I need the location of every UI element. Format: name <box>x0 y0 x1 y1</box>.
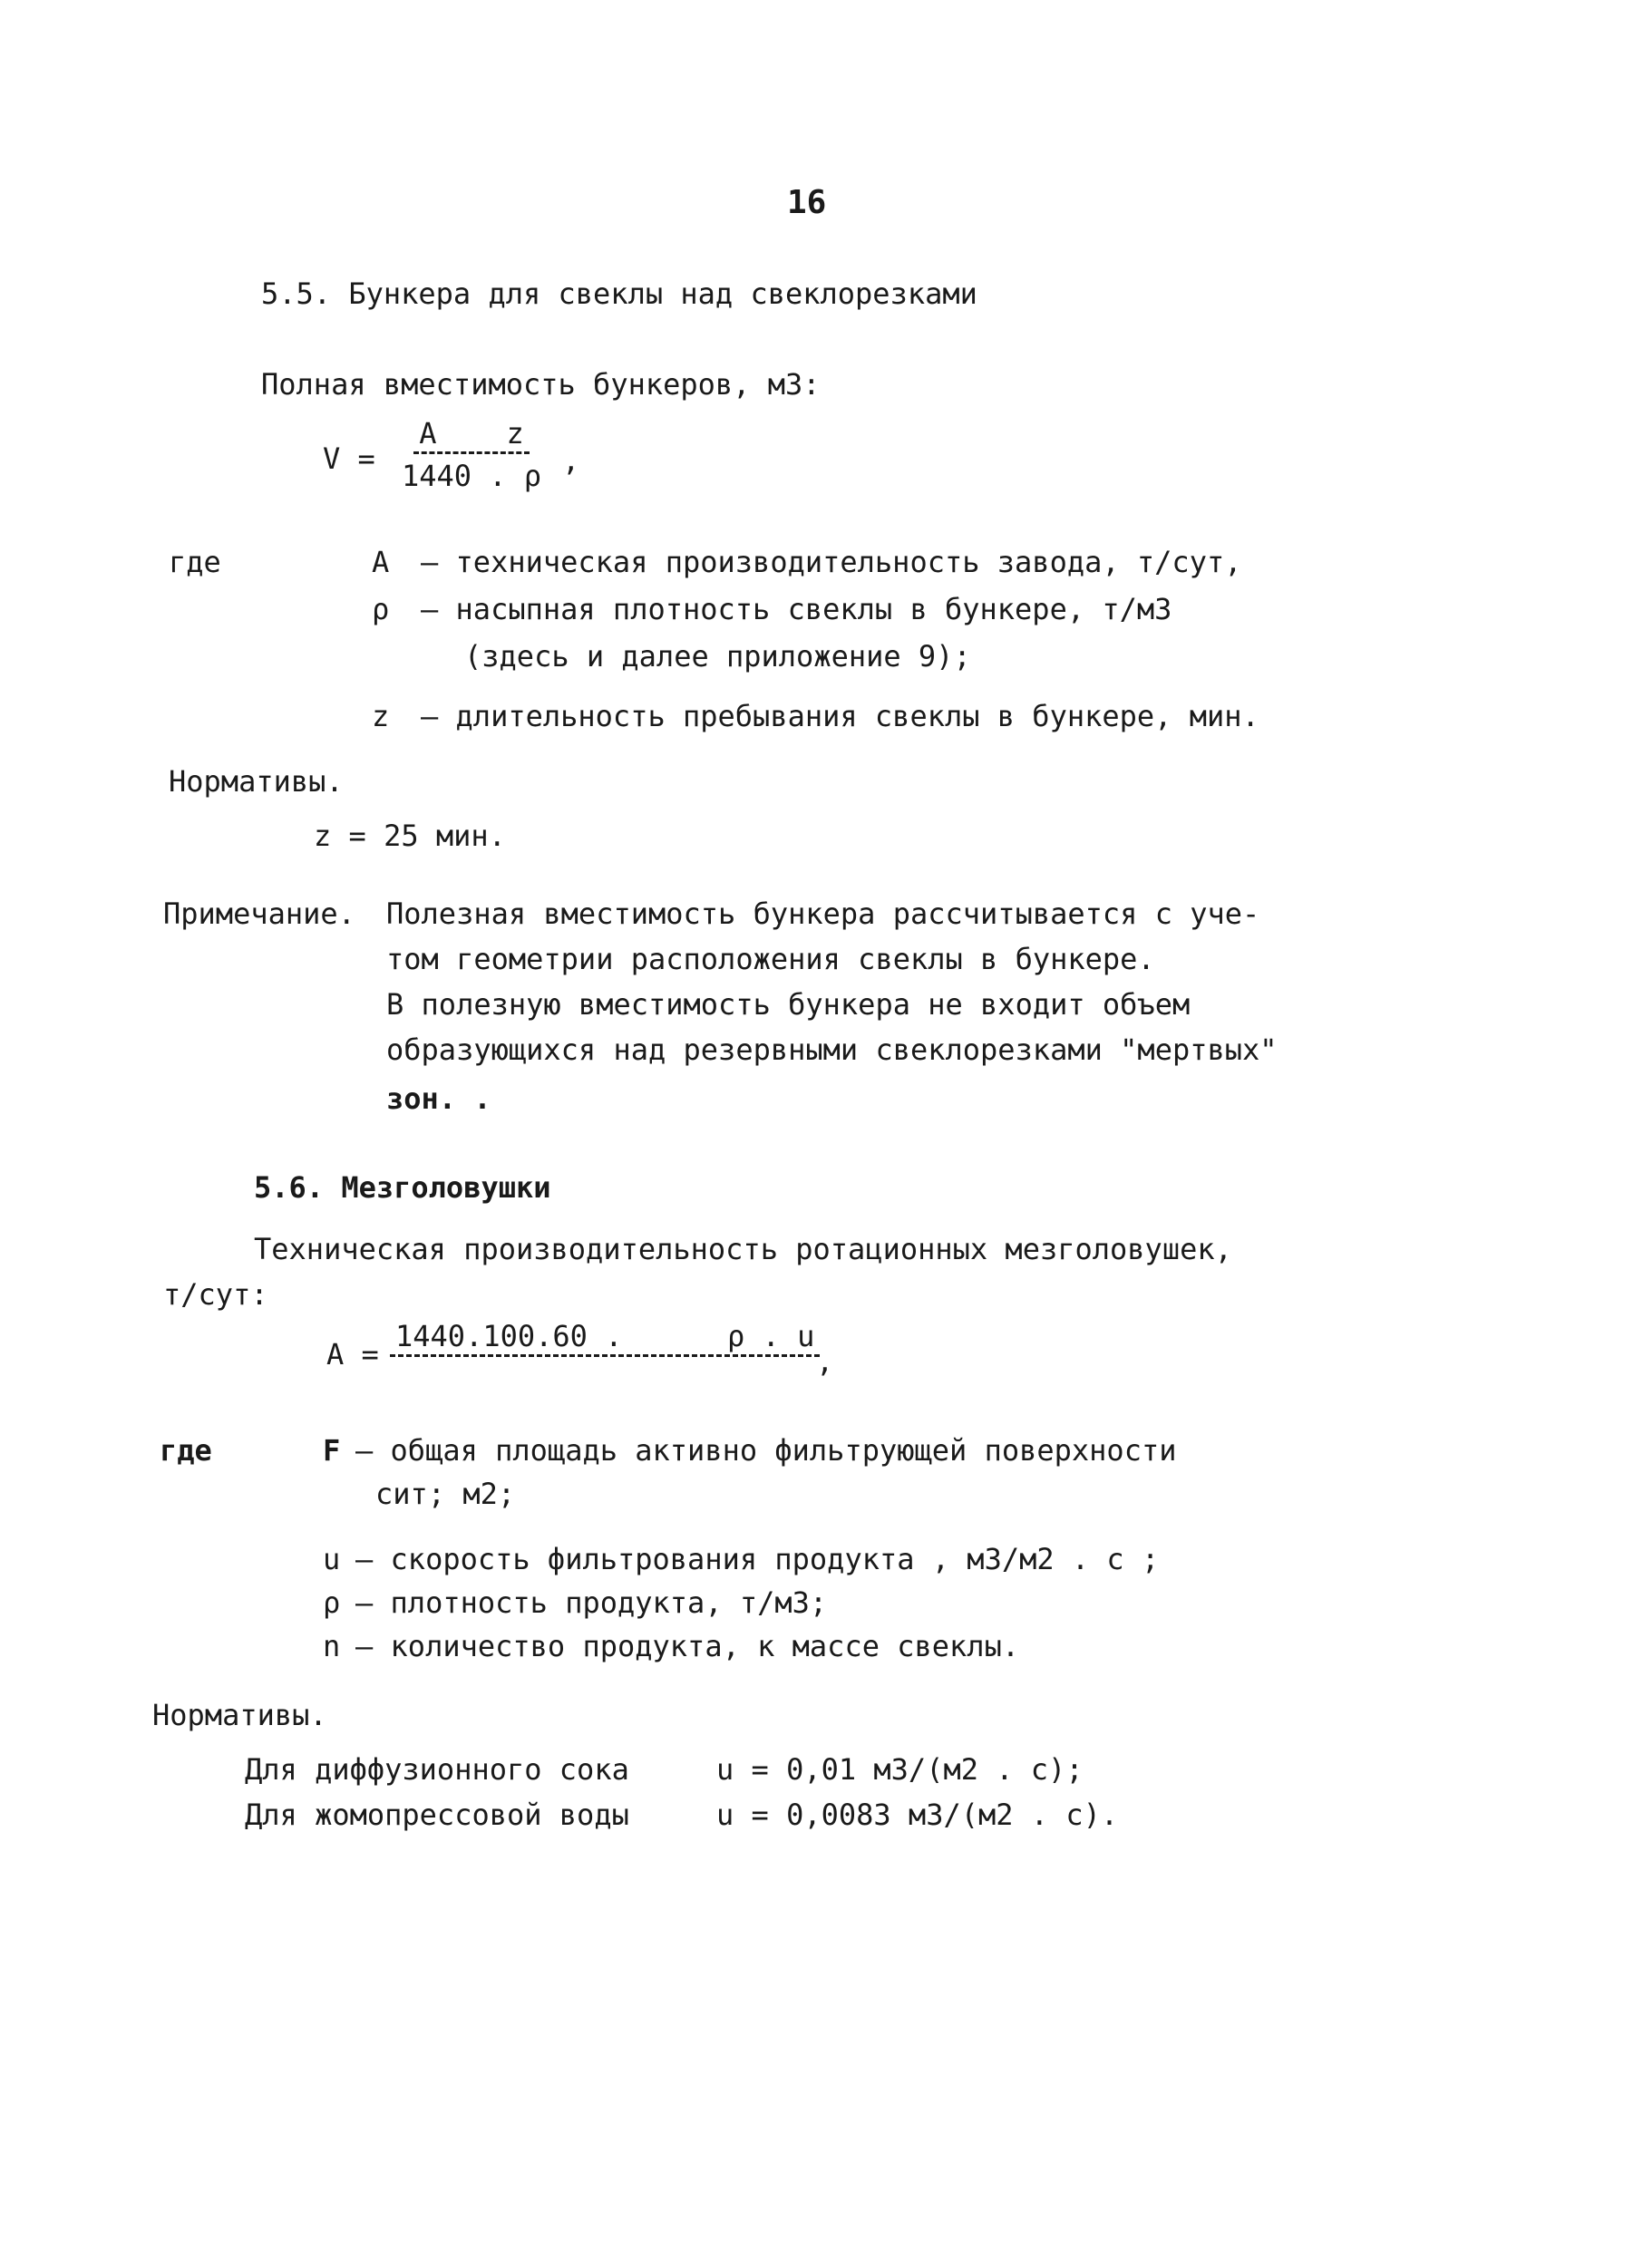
def-text: – количество продукта, к массе свеклы. <box>355 1629 1020 1663</box>
norm-value: u = 0,01 м3/(м2 . с); <box>716 1752 1084 1787</box>
def-symbol: u <box>323 1542 341 1576</box>
formula-numerator: 1440.100.60 . ρ . u <box>390 1322 820 1357</box>
formula-lhs: V = <box>323 441 375 476</box>
def-text: – техническая производительность завода, т/сут, <box>421 545 1242 579</box>
def-text: – общая площадь активно фильтрующей поверхности <box>355 1433 1177 1468</box>
where-label: где <box>160 1433 212 1468</box>
section-heading-5-5: 5.5. Бункера для свеклы над свеклорезками <box>261 276 977 311</box>
norm-value: z = 25 мин. <box>314 819 506 853</box>
norms-label: Нормативы. <box>169 764 344 799</box>
formula-tail: , <box>562 443 580 478</box>
def-text: – скорость фильтрования продукта , м3/м2 . с ; <box>355 1542 1160 1576</box>
def-symbol: A <box>372 545 390 579</box>
norm-label: Для жомопрессовой воды <box>245 1798 629 1832</box>
section-heading-5-6: 5.6. Мезголовушки <box>254 1170 551 1205</box>
def-text: – насыпная плотность свеклы в бункере, т/м3 <box>421 592 1172 626</box>
norms-label: Нормативы. <box>152 1698 327 1732</box>
def-symbol: F <box>323 1433 341 1468</box>
where-label: где <box>169 545 221 579</box>
formula-tail: , <box>816 1344 834 1379</box>
def-text: – плотность продукта, т/м3; <box>355 1585 828 1620</box>
def-symbol: z <box>372 699 390 733</box>
formula-denominator: 1440 . ρ <box>401 459 542 493</box>
page-number: 16 <box>787 184 827 221</box>
norm-value: u = 0,0083 м3/(м2 . с). <box>716 1798 1119 1832</box>
def-text: сит; м2; <box>375 1477 516 1511</box>
note-line: В полезную вместимость бункера не входит объем <box>386 987 1191 1022</box>
def-symbol: n <box>323 1629 341 1663</box>
def-text: – длительность пребывания свеклы в бункере, мин. <box>421 699 1259 733</box>
norm-label: Для диффузионного сока <box>245 1752 629 1787</box>
def-symbol: ρ <box>372 592 390 626</box>
formula-numerator: A z <box>413 419 530 454</box>
section-5-6-intro-cont: т/сут: <box>163 1277 268 1312</box>
def-text: (здесь и далее приложение 9); <box>464 639 971 674</box>
def-symbol: ρ <box>323 1585 341 1620</box>
note-line: образующихся над резервными свеклорезками "мертвых" <box>386 1032 1278 1067</box>
note-line: зон. . <box>386 1081 491 1116</box>
note-label: Примечание. <box>163 897 355 931</box>
formula-lhs: A = <box>326 1337 379 1371</box>
section-5-5-intro: Полная вместимость бункеров, м3: <box>261 367 821 402</box>
note-line: том геометрии расположения свеклы в бункере. <box>386 942 1155 976</box>
section-5-6-intro: Техническая производительность ротационных мезголовушек, <box>254 1232 1232 1266</box>
note-line: Полезная вместимость бункера рассчитывается с уче- <box>386 897 1260 931</box>
